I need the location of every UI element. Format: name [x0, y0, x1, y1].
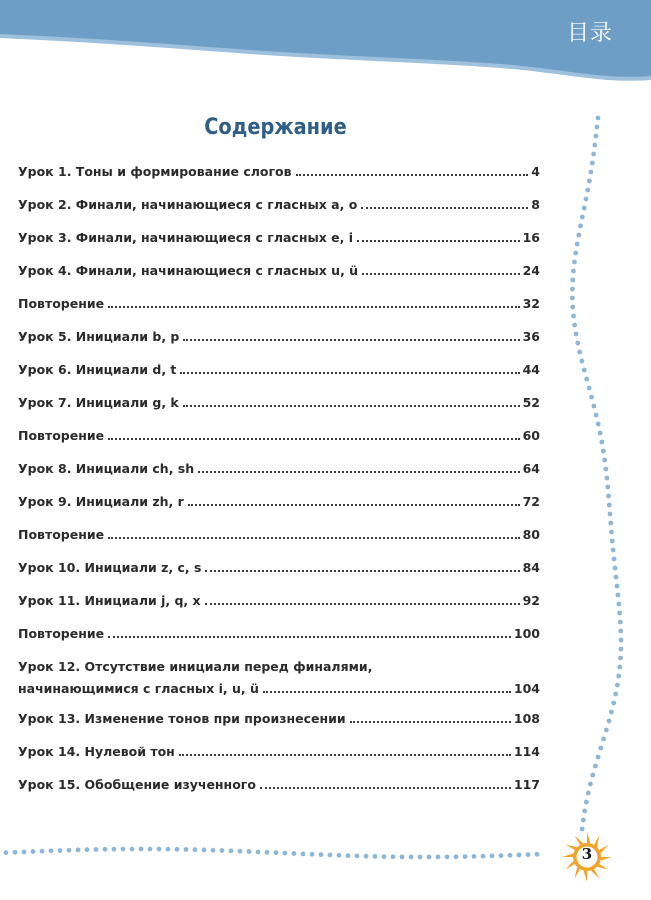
border-dot	[609, 530, 614, 535]
border-dot	[427, 855, 432, 860]
border-dot	[22, 850, 27, 855]
border-dot	[596, 422, 601, 427]
border-dot	[571, 314, 576, 319]
border-dot	[436, 855, 441, 860]
border-dot	[604, 476, 609, 481]
border-dot	[582, 809, 587, 814]
toc-entry-page: 60	[522, 428, 540, 443]
border-dot	[238, 849, 243, 854]
toc-entry-title: Повторение	[18, 428, 105, 443]
toc-entry[interactable]	[18, 362, 540, 377]
border-dot	[139, 847, 144, 852]
toc-entry-page: 24	[522, 263, 540, 278]
toc-entry[interactable]	[18, 164, 540, 179]
border-dot	[301, 851, 306, 856]
toc-entry-line1	[18, 659, 540, 674]
border-dot	[193, 847, 198, 852]
border-dot	[67, 848, 72, 853]
border-dot	[577, 350, 582, 355]
border-dot	[283, 851, 288, 856]
toc-entry[interactable]	[18, 681, 540, 696]
border-dot	[570, 278, 575, 283]
border-dot	[364, 854, 369, 859]
border-dot	[593, 764, 598, 769]
toc-entry-title: Урок 4. Финали, начинающиеся с гласных u, ü	[18, 263, 359, 278]
sun-ray	[591, 869, 600, 879]
border-dot	[310, 852, 315, 857]
border-dot	[592, 404, 597, 409]
dot-leader	[296, 174, 529, 176]
dot-leader	[205, 570, 519, 572]
sun-ray	[599, 845, 609, 854]
border-dot	[319, 852, 324, 857]
border-dot	[570, 287, 575, 292]
border-dot	[490, 854, 495, 859]
toc-entry-page: 108	[513, 711, 540, 726]
toc-entry-page: 80	[522, 527, 540, 542]
border-dot	[582, 206, 587, 211]
border-dot	[588, 782, 593, 787]
border-dot	[175, 847, 180, 852]
border-dot	[587, 386, 592, 391]
border-dot	[265, 850, 270, 855]
border-dot	[608, 521, 613, 526]
border-dot	[4, 850, 9, 855]
border-dot	[616, 674, 621, 679]
border-dot	[409, 855, 414, 860]
border-dot	[454, 854, 459, 859]
dot-leader	[188, 504, 520, 506]
border-dot	[274, 850, 279, 855]
border-dot	[618, 620, 623, 625]
border-dot	[85, 847, 90, 852]
toc-entry-page: 52	[522, 395, 540, 410]
toc-entry-title: Урок 7. Инициали g, k	[18, 395, 179, 410]
sun-ray	[597, 864, 609, 870]
border-dot	[337, 853, 342, 858]
border-dot	[103, 847, 108, 852]
border-dot	[591, 152, 596, 157]
border-dot	[13, 850, 18, 855]
border-dot	[614, 575, 619, 580]
border-dot	[76, 848, 81, 853]
toc-entry-title: Урок 10. Инициали z, c, s	[18, 560, 202, 575]
toc-entry-title: Повторение	[18, 626, 105, 641]
border-dot	[606, 494, 611, 499]
toc-entry-page: 92	[522, 593, 540, 608]
dot-leader	[183, 339, 519, 341]
toc-entry-title: Урок 8. Инициали ch, sh	[18, 461, 195, 476]
border-dot	[40, 849, 45, 854]
toc-entry-page: 114	[513, 744, 540, 759]
toc-entry[interactable]	[18, 230, 540, 245]
border-dot	[611, 701, 616, 706]
border-dot	[589, 170, 594, 175]
page-number: 3	[581, 845, 593, 863]
border-dot	[256, 850, 261, 855]
border-dot	[575, 341, 580, 346]
toc-entry-page: 84	[522, 560, 540, 575]
border-dot	[613, 566, 618, 571]
toc-entry-title: Урок 3. Финали, начинающиеся с гласных e, i	[18, 230, 354, 245]
border-dot	[595, 125, 600, 130]
border-dot	[580, 215, 585, 220]
border-dot	[601, 737, 606, 742]
toc-entry[interactable]	[18, 744, 540, 759]
border-dot	[499, 853, 504, 858]
border-dot	[605, 485, 610, 490]
border-dot	[594, 413, 599, 418]
border-dot	[585, 188, 590, 193]
border-dot	[481, 854, 486, 859]
toc-entry[interactable]	[18, 560, 540, 575]
dot-leader	[108, 537, 520, 539]
toc-entry[interactable]	[18, 527, 540, 542]
toc-entry-title: Урок 12. Отсутствие инициали перед финалями,	[18, 659, 373, 674]
header-title: 目录	[566, 21, 613, 46]
sun-ray	[587, 832, 590, 843]
border-dot	[619, 638, 624, 643]
border-dot	[445, 854, 450, 859]
border-dot	[148, 847, 153, 852]
border-dot	[184, 847, 189, 852]
border-dot	[572, 260, 577, 265]
border-dot	[616, 593, 621, 598]
sun-ray	[601, 857, 612, 860]
border-dot	[592, 143, 597, 148]
toc-entry-title: Урок 9. Инициали zh, r	[18, 494, 184, 509]
border-dot	[603, 467, 608, 472]
toc-entry[interactable]	[18, 329, 540, 344]
border-dot	[202, 848, 207, 853]
dot-leader	[108, 306, 520, 308]
border-dot	[618, 629, 623, 634]
toc-entry-title: Урок 5. Инициали b, p	[18, 329, 180, 344]
toc-entry-title: Урок 13. Изменение тонов при произнесении	[18, 711, 346, 726]
border-dot	[355, 854, 360, 859]
border-dot	[594, 134, 599, 139]
border-dot	[571, 269, 576, 274]
dot-leader	[263, 691, 511, 693]
border-dot	[157, 847, 162, 852]
border-dot	[418, 855, 423, 860]
dot-leader	[179, 754, 511, 756]
toc-entry-page: 72	[522, 494, 540, 509]
border-dot	[613, 692, 618, 697]
sun-ray	[562, 854, 573, 857]
border-dot	[572, 323, 577, 328]
dot-leader	[198, 471, 519, 473]
toc-entry[interactable]	[18, 197, 540, 212]
toc-entry-page: 104	[513, 681, 540, 696]
border-dot	[615, 683, 620, 688]
border-dot	[517, 853, 522, 858]
border-dot	[612, 557, 617, 562]
border-dot	[229, 848, 234, 853]
toc-entry-page: 64	[522, 461, 540, 476]
toc-entry-title: Урок 1. Тоны и формирование слогов	[18, 164, 292, 179]
border-dot	[609, 710, 614, 715]
toc-entry[interactable]	[18, 711, 540, 726]
toc-entry[interactable]	[18, 263, 540, 278]
toc-entry-title-cont: начинающимися с гласных i, u, ü	[18, 681, 259, 696]
border-dot	[581, 818, 586, 823]
border-dot	[619, 647, 624, 652]
border-dot	[166, 847, 171, 852]
border-dot	[618, 656, 623, 661]
border-dot	[211, 848, 216, 853]
border-dot	[31, 849, 36, 854]
border-dot	[573, 251, 578, 256]
border-dot	[574, 332, 579, 337]
dot-leader	[260, 787, 511, 789]
border-dot	[49, 848, 54, 853]
border-dot	[608, 512, 613, 517]
toc-entry[interactable]	[18, 296, 540, 311]
toc-entry-title: Урок 11. Инициали j, q, x	[18, 593, 201, 608]
border-dot	[596, 755, 601, 760]
border-dot	[598, 746, 603, 751]
border-dot	[602, 458, 607, 463]
toc-entry-page: 16	[522, 230, 540, 245]
border-dot	[607, 503, 612, 508]
border-dot	[580, 359, 585, 364]
dot-leader	[205, 603, 520, 605]
border-dot	[247, 849, 252, 854]
toc-heading: Содержание	[204, 115, 347, 140]
toc-entry-page: 117	[513, 777, 540, 792]
border-dot	[121, 847, 126, 852]
dot-leader	[180, 372, 519, 374]
border-dot	[526, 852, 531, 857]
toc-entry[interactable]	[18, 593, 540, 608]
border-dot	[611, 548, 616, 553]
border-dot	[590, 161, 595, 166]
border-dot	[535, 852, 540, 857]
border-dot	[382, 854, 387, 859]
border-dot	[584, 197, 589, 202]
border-dot	[607, 719, 612, 724]
border-dot	[463, 854, 468, 859]
border-dot	[346, 853, 351, 858]
border-dot	[586, 791, 591, 796]
toc-entry-title: Урок 6. Инициали d, t	[18, 362, 177, 377]
dot-leader	[108, 636, 511, 638]
border-dot	[617, 665, 622, 670]
border-dot	[582, 368, 587, 373]
border-dot	[373, 854, 378, 859]
border-dot	[589, 395, 594, 400]
toc-entry-page: 4	[531, 164, 540, 179]
border-dot	[328, 853, 333, 858]
toc-entry[interactable]	[18, 494, 540, 509]
border-dot	[575, 242, 580, 247]
border-dot	[578, 224, 583, 229]
border-dot	[220, 848, 225, 853]
sun-ray	[584, 871, 587, 882]
dot-leader	[361, 207, 528, 209]
dot-leader	[350, 721, 511, 723]
sun-ray	[575, 835, 584, 845]
toc-entry-page: 44	[522, 362, 540, 377]
border-dot	[576, 233, 581, 238]
header-band	[0, 0, 651, 120]
dot-leader	[362, 273, 520, 275]
border-dot	[94, 847, 99, 852]
sun-ray	[575, 867, 581, 879]
border-dot	[604, 728, 609, 733]
toc-entry[interactable]	[18, 395, 540, 410]
toc-entry[interactable]	[18, 461, 540, 476]
border-dot	[598, 431, 603, 436]
dot-leader	[183, 405, 520, 407]
toc-entry-page: 100	[513, 626, 540, 641]
border-dot	[472, 854, 477, 859]
border-dot	[292, 851, 297, 856]
border-dot	[615, 584, 620, 589]
toc-entry-title: Урок 15. Обобщение изученного	[18, 777, 256, 792]
toc-entry[interactable]	[18, 626, 540, 641]
border-dot	[508, 853, 513, 858]
border-dot	[584, 800, 589, 805]
toc-entry[interactable]	[18, 777, 540, 792]
toc-entry-title: Урок 14. Нулевой тон	[18, 744, 175, 759]
border-dot	[601, 449, 606, 454]
border-dot	[599, 440, 604, 445]
toc-entry-title: Повторение	[18, 527, 105, 542]
toc-entry-title: Урок 2. Финали, начинающиеся с гласных a, o	[18, 197, 358, 212]
toc-entry[interactable]	[18, 428, 540, 443]
border-dot	[570, 296, 575, 301]
toc-entry-title: Повторение	[18, 296, 105, 311]
border-dot	[587, 179, 592, 184]
border-dot	[58, 848, 63, 853]
toc-entry-page: 8	[531, 197, 540, 212]
border-dot	[616, 602, 621, 607]
border-dot	[584, 377, 589, 382]
border-dot	[400, 854, 405, 859]
dot-leader	[357, 240, 520, 242]
border-dot	[570, 305, 575, 310]
border-dot	[130, 847, 135, 852]
toc-entry-page: 32	[522, 296, 540, 311]
dot-leader	[108, 438, 520, 440]
toc-entry-page: 36	[522, 329, 540, 344]
border-dot	[610, 539, 615, 544]
border-dot	[617, 611, 622, 616]
border-dot	[391, 854, 396, 859]
border-dot	[112, 847, 117, 852]
border-dot	[590, 773, 595, 778]
